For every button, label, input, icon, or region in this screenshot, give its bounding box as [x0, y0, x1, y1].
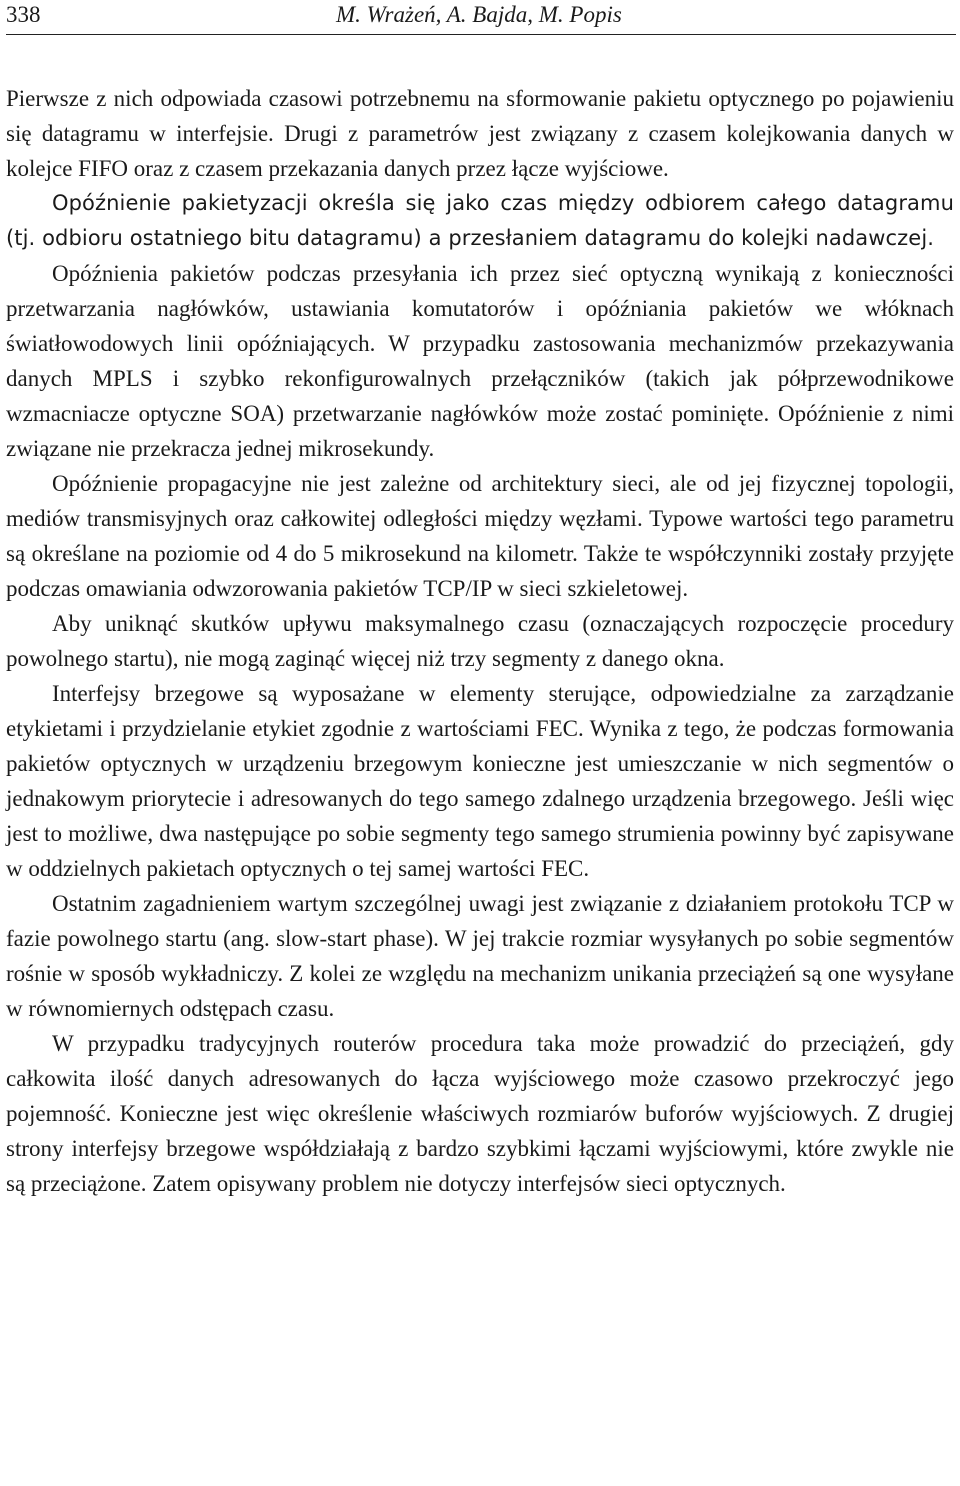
page-number: 338	[6, 2, 41, 27]
running-head-authors: M. Wrażeń, A. Bajda, M. Popis	[336, 2, 622, 27]
paragraph-2: Opóźnienie pakietyzacji określa się jako czas między odbiorem całego datagramu (tj. odbioru ostatniego bitu datagramu) a przesłaniem datagramu do kolejki nadawczej.	[6, 191, 954, 250]
paragraph-6: Interfejsy brzegowe są wyposażane w elementy sterujące, odpowiedzialne za zarządzanie etykietami i przydzielanie etykiet zgodnie z wartościami FEC. Wynika z tego, że podczas formowania pakietów optycznych w urządzeniu brzegowym konieczne jest umieszczanie w nich segmentów o jednakowym priorytecie i adresowanych do tego samego zdalnego urządzenia brzegowego. Jeśli więc jest to możliwe, dwa następujące po sobie segmenty tego samego strumienia powinny być zapisywane w oddzielnych pakietach optycznych o tej samej wartości FEC.	[6, 681, 954, 881]
page-header	[6, 0, 956, 35]
paragraph-5: Aby uniknąć skutków upływu maksymalnego czasu (oznaczających rozpoczęcie procedury powolnego startu), nie mogą zaginąć więcej niż trzy segmenty z danego okna.	[6, 611, 954, 671]
paragraph-1: Pierwsze z nich odpowiada czasowi potrzebnemu na sformowanie pakietu optycznego po pojawieniu się datagramu w interfejsie. Drugi z parametrów jest związany z czasem kolejkowania danych w kolejce FIFO oraz z czasem przekazania danych przez łącze wyjściowe.	[6, 86, 954, 181]
body-text	[6, 81, 954, 1201]
paragraph-3: Opóźnienia pakietów podczas przesyłania ich przez sieć optyczną wynikają z konieczności przetwarzania nagłówków, ustawiania komutatorów i opóźniania pakietów we włóknach światłowodowych linii opóźniających. W przypadku zastosowania mechanizmów przekazywania danych MPLS i szybko rekonfigurowalnych przełączników (takich jak półprzewodnikowe wzmacniacze optyczne SOA) przetwarzanie nagłówków może zostać pominięte. Opóźnienie z nimi związane nie przekracza jednej mikrosekundy.	[6, 261, 954, 461]
paragraph-4: Opóźnienie propagacyjne nie jest zależne od architektury sieci, ale od jej fizycznej topologii, mediów transmisyjnych oraz całkowitej odległości między węzłami. Typowe wartości tego parametru są określane na poziomie od 4 do 5 mikrosekund na kilometr. Także te współczynniki zostały przyjęte podczas omawiania odwzorowania pakietów TCP/IP w sieci szkieletowej.	[6, 471, 954, 601]
paragraph-8: W przypadku tradycyjnych routerów procedura taka może prowadzić do przeciążeń, gdy całkowita ilość danych adresowanych do łącza wyjściowego może czasowo przekroczyć jego pojemność. Konieczne jest więc określenie właściwych rozmiarów buforów wyjściowych. Z drugiej strony interfejsy brzegowe współdziałają z bardzo szybkimi łączami wyjściowymi, które zwykle nie są przeciążone. Zatem opisywany problem nie dotyczy interfejsów sieci optycznych.	[6, 1031, 954, 1196]
paragraph-7: Ostatnim zagadnieniem wartym szczególnej uwagi jest związanie z działaniem protokołu TCP w fazie powolnego startu (ang. slow-start phase). W jej trakcie rozmiar wysyłanych po sobie segmentów rośnie w sposób wykładniczy. Z kolei ze względu na mechanizm unikania przeciążeń są one wysyłane w równomiernych odstępach czasu.	[6, 891, 954, 1021]
